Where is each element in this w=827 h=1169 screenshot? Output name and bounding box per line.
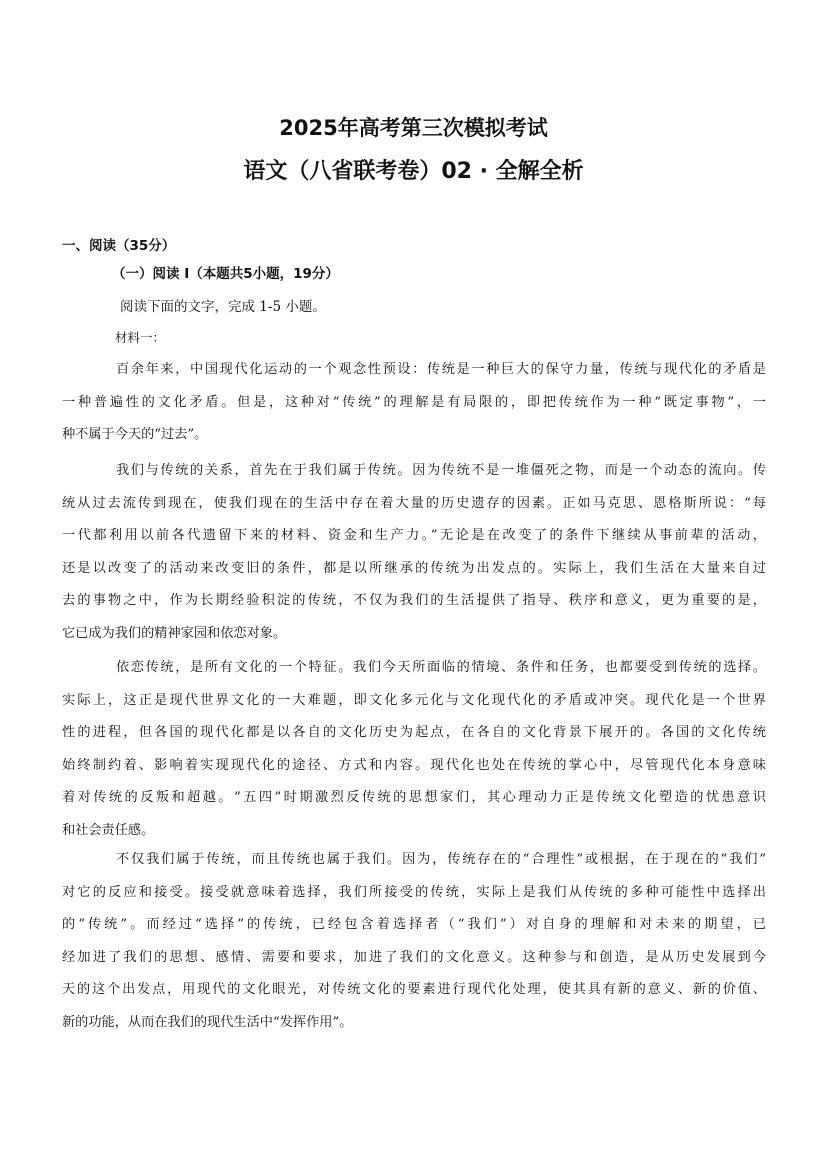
document-title: 2025年高考第三次模拟考试 bbox=[279, 116, 548, 140]
paragraph-line: 不仅我们属于传统，而且传统也属于我们。因为，传统存在的“合理性”或根据，在于现在的“我们” bbox=[116, 852, 766, 867]
paragraph-line: 百余年来，中国现代化运动的一个观念性预设：传统是一种巨大的保守力量，传统与现代化的矛盾是 bbox=[116, 362, 766, 377]
document-subtitle: 语文（八省联考卷）02 · 全解全析 bbox=[243, 159, 584, 184]
paragraph-line: 天的这个出发点，用现代的文化眼光，对传统文化的要素进行现代化处理，使其具有新的意义、新的价值、 bbox=[62, 982, 766, 997]
paragraph-line: 实际上，这正是现代世界文化的一大难题，即文化多元化与文化现代化的矛盾或冲突。现代化是一个世界 bbox=[62, 692, 766, 708]
paragraph-line: 依恋传统，是所有文化的一个特征。我们今天所面临的情境、条件和任务，也都要受到传统的选择。 bbox=[116, 660, 766, 675]
paragraph-line: 新的功能，从而在我们的现代生活中“发挥作用”。 bbox=[62, 1014, 353, 1030]
paragraph-line: 和社会责任感。 bbox=[62, 822, 155, 838]
paragraph-line: 对它的反应和接受。接受就意味着选择，我们所接受的传统，实际上是我们从传统的多种可能性中选择出 bbox=[62, 884, 766, 900]
paragraph-line: 我们与传统的关系，首先在于我们属于传统。因为传统不是一堆僵死之物，而是一个动态的流向。传 bbox=[116, 463, 766, 478]
material-label: 材料一： bbox=[115, 330, 166, 345]
paragraph-line: 一种普遍性的文化矛盾。但是，这种对“传统”的理解是有局限的，即把传统作为一种“既定事物”，一 bbox=[62, 394, 766, 410]
paragraph-line: 种不属于今天的“过去”。 bbox=[62, 427, 208, 442]
paragraph-line: 还是以改变了的活动来改变旧的条件，都是以所继承的传统为出发点的。实际上，我们生活在大量来自过 bbox=[62, 560, 766, 576]
paragraph-line: 去的事物之中，作为长期经验积淀的传统，不仅为我们的生活提供了指导、秩序和意义，更为重要的是， bbox=[62, 593, 766, 608]
paragraph-line: 经加进了我们的思想、感情、需要和要求，加进了我们的文化意义。这种参与和创造，是从历史发展到今 bbox=[62, 949, 766, 965]
paragraph-line: 始终制约着、影响着实现现代化的途径、方式和内容。现代化也处在传统的掌心中，尽管现代化本身意味 bbox=[62, 757, 766, 773]
paragraph-line: 一代都利用以前各代遗留下来的材料、资金和生产力。”无论是在改变了的条件下继续从事前辈的活动， bbox=[62, 528, 766, 543]
paragraph-line: 性的进程，但各国的现代化都是以各自的文化历史为起点，在各自的文化背景下展开的。各国的文化传统 bbox=[62, 725, 766, 740]
paragraph-line: 统从过去流传到现在，使我们现在的生活中存在着大量的历史遗存的因素。正如马克思、恩格斯所说：“每 bbox=[62, 495, 766, 511]
paragraph-line: 的“传统”。而经过“选择”的传统，已经包含着选择者（“我们”）对自身的理解和对未来的期望，已 bbox=[62, 917, 766, 932]
instruction-text: 阅读下面的文字，完成 1-5 小题。 bbox=[120, 299, 326, 315]
subsection-heading: （一）阅读 I（本题共5小题，19分） bbox=[112, 266, 339, 282]
paragraph-line: 它已成为我们的精神家园和依恋对象。 bbox=[62, 625, 287, 641]
paragraph-line: 着对传统的反叛和超越。“五四”时期激烈反传统的思想家们，其心理动力正是传统文化塑造的忧患意识 bbox=[62, 790, 766, 805]
section-heading: 一、阅读（35分） bbox=[62, 238, 176, 254]
